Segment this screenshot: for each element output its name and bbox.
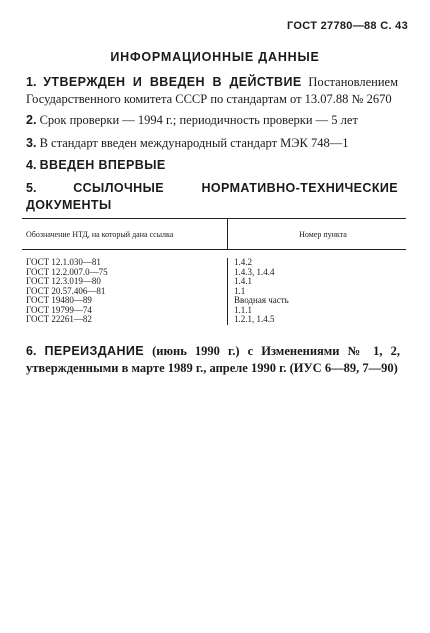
table-cell: 1.1.1	[234, 304, 252, 315]
document-column	[22, 258, 228, 325]
item-3	[26, 135, 398, 152]
item-number: 2.	[26, 113, 37, 127]
reference-table	[22, 218, 406, 325]
item-number: 5.	[26, 181, 37, 195]
page-header: ГОСТ 27780—88 С. 43	[287, 20, 408, 32]
table-cell: ГОСТ 12.2.007.0—75	[26, 266, 108, 277]
item-number: 6.	[26, 344, 37, 358]
header-divider	[227, 219, 228, 249]
table-header	[22, 219, 406, 249]
table-cell: ГОСТ 12.3.019—80	[26, 276, 101, 286]
item-1	[26, 74, 398, 108]
item-2	[26, 112, 398, 129]
table-cell: 1.4.1	[234, 276, 252, 286]
item-text: В стандарт введен международный стандарт МЭК 748—1	[39, 136, 349, 150]
item-text: Срок проверки — 1994 г.; периодичность проверки — 5 лет	[39, 113, 358, 127]
item-heading: ВВЕДЕН ВПЕРВЫЕ	[39, 158, 166, 172]
item-heading: ПЕРЕИЗДАНИЕ	[44, 344, 145, 358]
table-cell: 1.2.1, 1.4.5	[234, 314, 275, 324]
table-cell: Вводная часть	[234, 295, 289, 305]
item-6	[26, 343, 400, 377]
item-4	[26, 157, 398, 174]
table-cell: 1.4.3, 1.4.4	[234, 266, 275, 277]
table-cell: ГОСТ 12.1.030—81	[26, 257, 101, 267]
item-heading: УТВЕРЖДЕН И ВВЕДЕН В ДЕЙСТВИЕ	[43, 75, 302, 89]
item-heading: ССЫЛОЧНЫЕ НОРМАТИВНО-ТЕХНИЧЕСКИЕ ДОКУМЕНТЫ	[26, 181, 398, 212]
item-5	[26, 180, 398, 214]
table-cell: 1.4.2	[234, 257, 252, 267]
item-number: 3.	[26, 136, 37, 150]
table-cell: ГОСТ 20.57.406—81	[26, 285, 106, 296]
table-cell: ГОСТ 22261—82	[26, 314, 92, 324]
section-title: ИНФОРМАЦИОННЫЕ ДАННЫЕ	[110, 50, 320, 64]
item-text: Постановлением Государственного комитета СССР по стандартам от 13.07.88 № 2670	[26, 75, 399, 106]
item-number: 1.	[26, 75, 37, 89]
item-text: (июнь 1990 г.) с Изменениями № 1, 2, утвержденными в марте 1989 г., апреле 1990 г. (ИУС 6—89, 7—90)	[26, 344, 400, 375]
clause-column	[228, 258, 406, 325]
table-cell: ГОСТ 19799—74	[26, 304, 92, 315]
table-body	[22, 250, 406, 325]
header-clause: Номер пункта	[299, 229, 347, 239]
item-number: 4.	[26, 158, 37, 172]
table-cell: ГОСТ 19480—89	[26, 295, 92, 305]
table-cell: 1.1	[234, 285, 246, 296]
header-document: Обозначение НТД, на который дана ссылка	[26, 229, 174, 239]
